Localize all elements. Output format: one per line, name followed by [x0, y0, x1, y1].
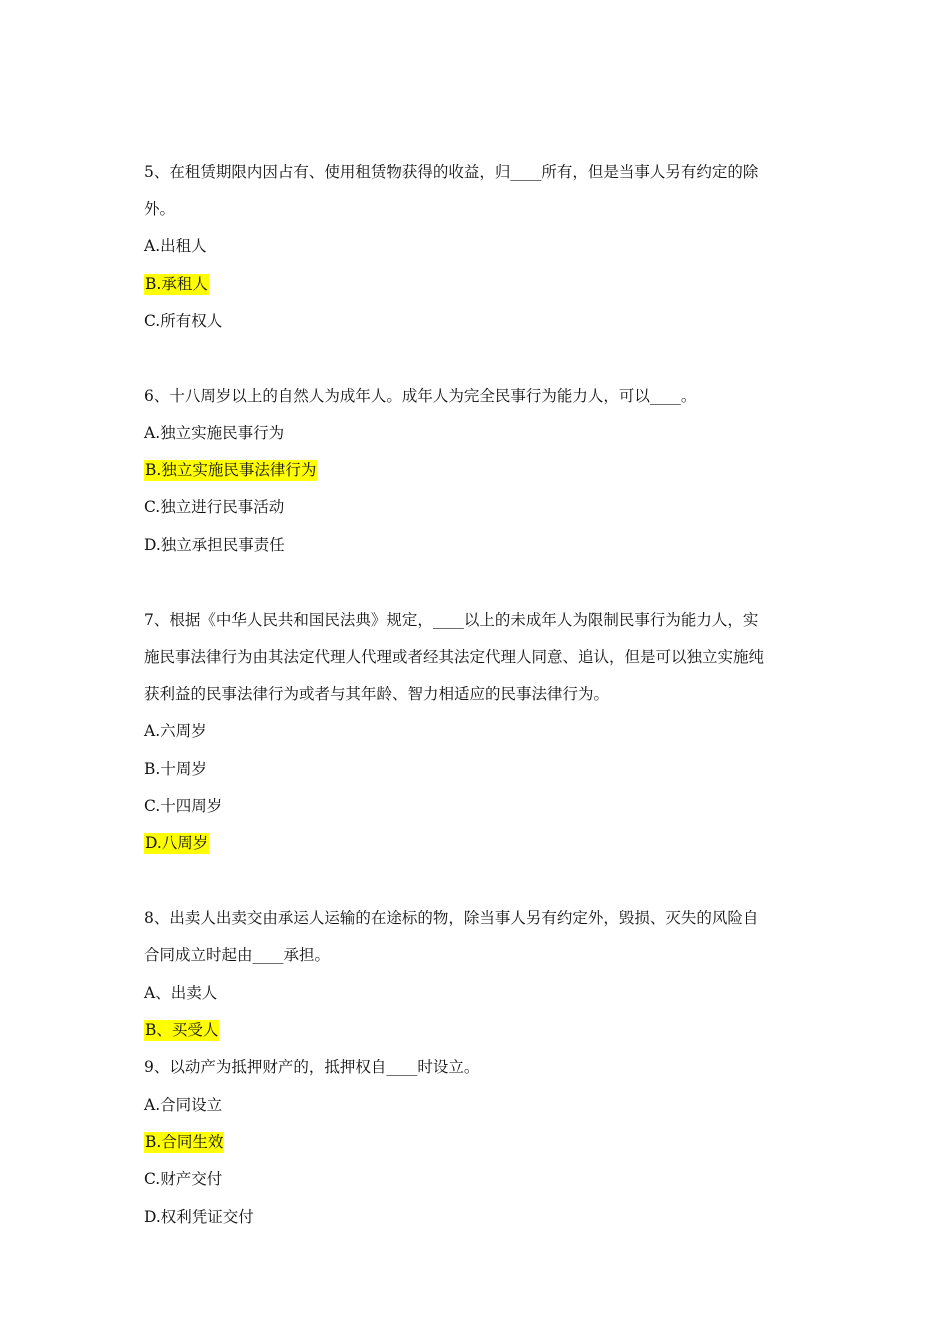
question-5-option-a: A.出租人: [144, 237, 207, 255]
answer-highlight: B.独立实施民事法律行为: [145, 461, 317, 479]
question-7-text-line-1: 7、根据《中华人民共和国民法典》规定，____以上的未成年人为限制民事行为能力人，实: [144, 611, 759, 629]
question-5-text-line-1: 5、在租赁期限内因占有、使用租赁物获得的收益，归____所有，但是当事人另有约定的除: [144, 163, 759, 181]
question-5-text-line-2: 外。: [144, 200, 176, 218]
question-8-text-line-1: 8、出卖人出卖交由承运人运输的在途标的物，除当事人另有约定外，毁损、灭失的风险自: [144, 909, 759, 927]
question-6-option-a: A.独立实施民事行为: [144, 424, 285, 442]
question-9-option-d: D.权利凭证交付: [144, 1208, 254, 1226]
question-9-option-c: C.财产交付: [144, 1170, 223, 1188]
question-6-option-b-answer: [144, 459, 814, 481]
question-5-option-b-answer: [144, 273, 814, 295]
question-6-text-line-1: 6、十八周岁以上的自然人为成年人。成年人为完全民事行为能力人，可以____。: [144, 387, 697, 405]
question-7-text-line-3: 获利益的民事法律行为或者与其年龄、智力相适应的民事法律行为。: [144, 685, 610, 703]
question-7-text-line-2: 施民事法律行为由其法定代理人代理或者经其法定代理人同意、追认，但是可以独立实施纯: [144, 648, 765, 666]
question-8-text-line-2: 合同成立时起由____承担。: [144, 946, 331, 964]
question-7-option-c: C.十四周岁: [144, 797, 223, 815]
answer-highlight: D.八周岁: [145, 834, 209, 852]
question-6-option-c: C.独立进行民事活动: [144, 498, 285, 516]
answer-highlight: B、买受人: [145, 1021, 219, 1039]
question-8-option-a: A、出卖人: [144, 984, 218, 1002]
question-9-option-b-answer: [144, 1131, 814, 1153]
question-7-option-a: A.六周岁: [144, 722, 207, 740]
question-7-option-b: B.十周岁: [144, 760, 207, 778]
question-9-text-line-1: 9、以动产为抵押财产的，抵押权自____时设立。: [144, 1058, 480, 1076]
question-5-option-c: C.所有权人: [144, 312, 223, 330]
question-9-option-a: A.合同设立: [144, 1096, 223, 1114]
answer-highlight: B.合同生效: [145, 1133, 224, 1151]
question-6-option-d: D.独立承担民事责任: [144, 536, 285, 554]
answer-highlight: B.承租人: [145, 275, 208, 293]
question-7-option-d-answer: [144, 832, 814, 854]
question-8-option-b-answer: [144, 1019, 814, 1041]
